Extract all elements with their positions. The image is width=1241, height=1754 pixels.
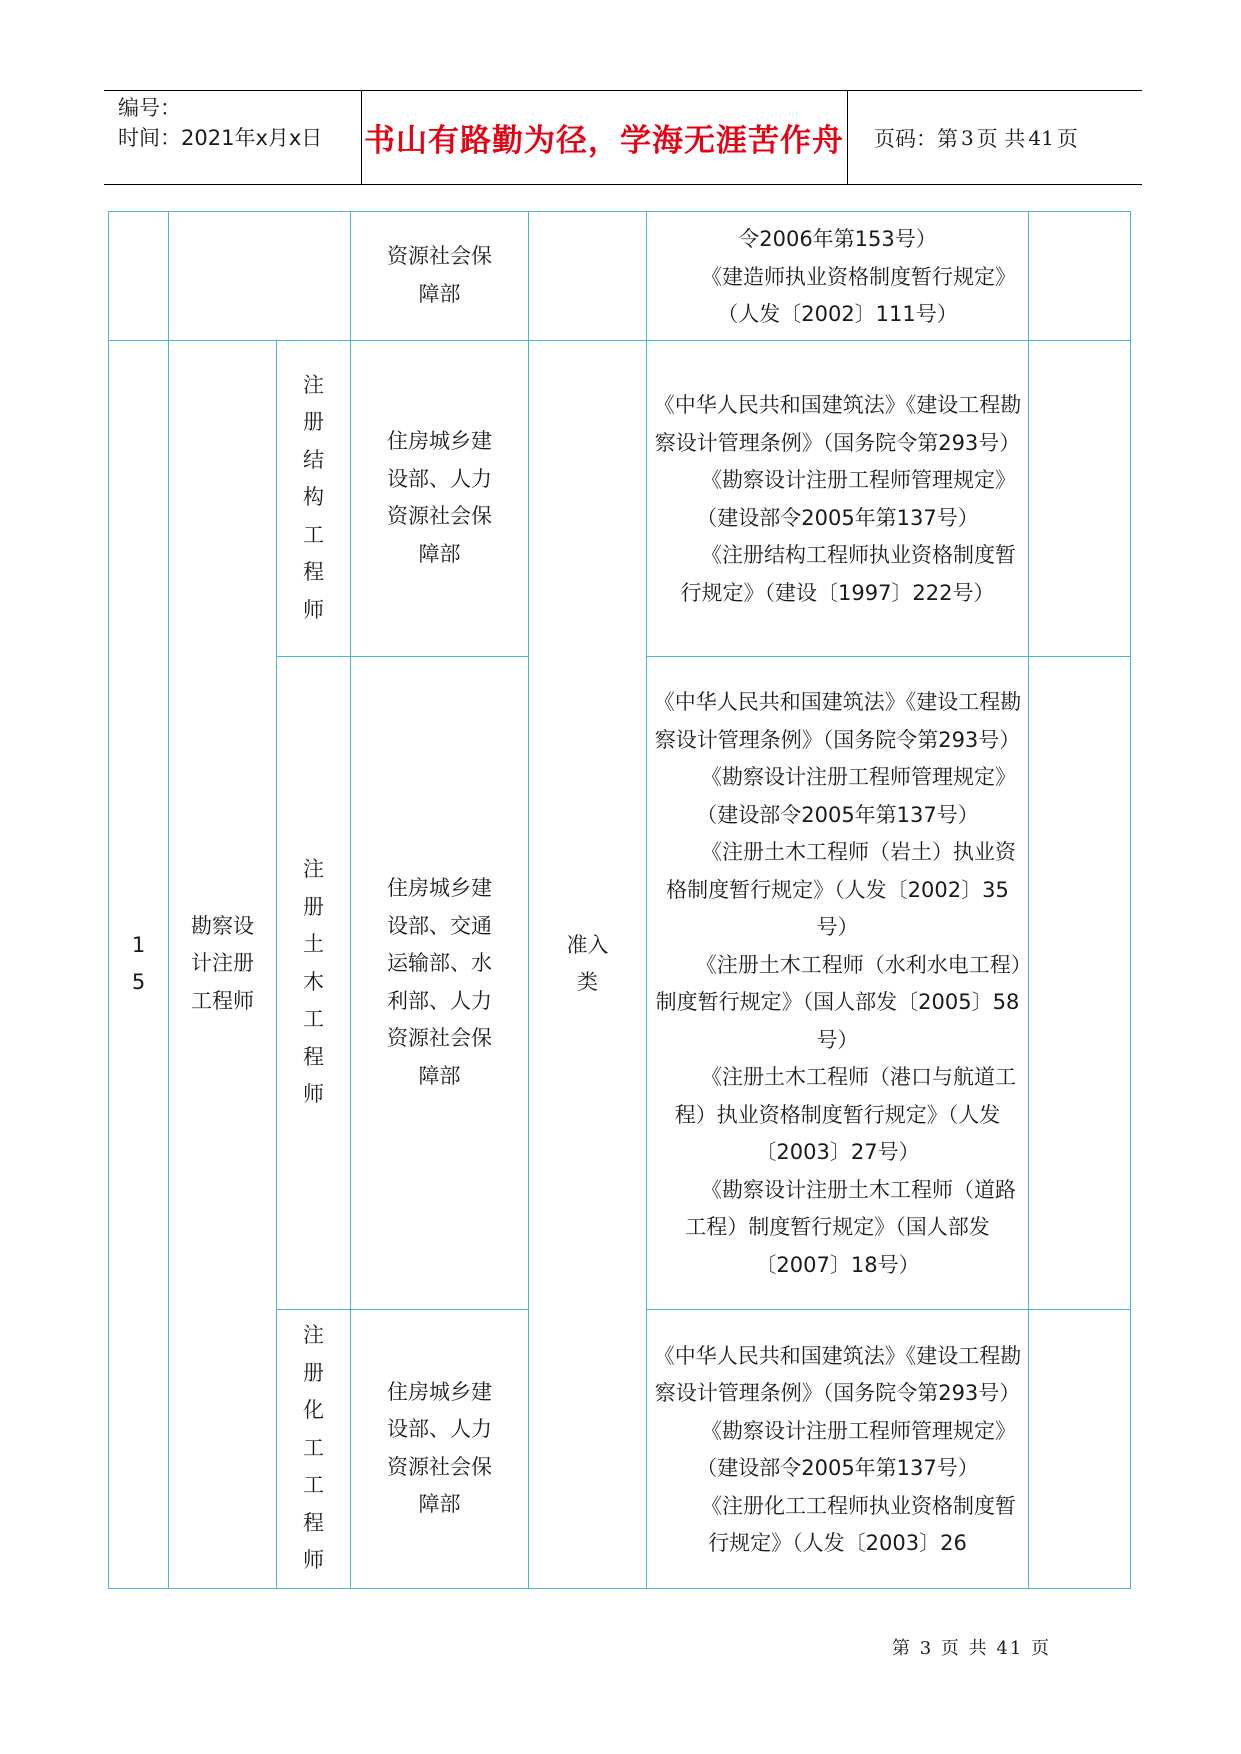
- cell-docs: [647, 340, 1029, 656]
- cell-dept: [351, 656, 529, 1309]
- cell-sub-title: [277, 340, 351, 656]
- cell-no: [109, 340, 169, 1588]
- doc-line: 《中华人民共和国建筑法》《建设工程勘察设计管理条例》（国务院令第293号）: [653, 1343, 1022, 1405]
- doc-line: 《注册结构工程师执业资格制度暂行规定》（建设〔1997〕222号）: [680, 543, 1016, 605]
- doc-line: 《注册土木工程师（港口与航道工程）执业资格制度暂行规定》（人发〔2003〕27号）: [674, 1065, 1016, 1164]
- cell-name: [169, 340, 277, 1588]
- category-text: 准入类: [566, 932, 609, 994]
- page-mid: 页 共: [976, 126, 1026, 151]
- doc-line: 令2006年第153号）: [738, 227, 937, 251]
- doc-line: 《注册土木工程师（水利水电工程）制度暂行规定》（国人部发〔2005〕58号）: [655, 952, 1022, 1052]
- cell-note: [1029, 340, 1131, 656]
- doc-line: 《中华人民共和国建筑法》《建设工程勘察设计管理条例》（国务院令第293号）: [653, 393, 1022, 455]
- doc-line: 《注册土木工程师（岩土）执业资格制度暂行规定》（人发〔2002〕35号）: [666, 840, 1016, 939]
- cell-dept: [351, 340, 529, 656]
- page-suffix: 页: [1056, 126, 1078, 151]
- page-header: [104, 90, 1142, 185]
- doc-line: 《中华人民共和国建筑法》《建设工程勘察设计管理条例》（国务院令第293号）: [653, 690, 1022, 752]
- cell-category: [529, 340, 647, 1588]
- doc-line: 《勘察设计注册土木工程师（道路工程）制度暂行规定》（国人部发〔2007〕18号）: [685, 1177, 1016, 1277]
- header-page-info: [874, 91, 1078, 184]
- cell-note: [1029, 656, 1131, 1309]
- dept-text: 住房城乡建设部、人力资源社会保障部: [387, 1379, 492, 1516]
- page-number: 3: [961, 125, 974, 150]
- cell-name: [169, 212, 351, 341]
- cell-dept: [351, 212, 529, 341]
- table-row: [109, 212, 1131, 341]
- cell-docs: [647, 212, 1029, 341]
- cell-note: [1029, 212, 1131, 341]
- dept-text: 住房城乡建设部、交通运输部、水利部、人力资源社会保障部: [387, 876, 492, 1088]
- table-row: [109, 340, 1131, 656]
- doc-line: 《注册化工工程师执业资格制度暂行规定》（人发〔2003〕26: [701, 1493, 1016, 1555]
- page-total: 41: [1028, 125, 1054, 150]
- sub-title: 注册结构工程师: [303, 372, 324, 622]
- qualification-table: [108, 211, 1131, 1589]
- cell-sub-title: [277, 1309, 351, 1588]
- header-divider: [847, 91, 848, 184]
- dept-text: 住房城乡建设部、人力资源社会保障部: [387, 429, 492, 566]
- doc-time-label: 时间：2021年x月x日: [118, 126, 323, 150]
- cell-note: [1029, 1309, 1131, 1588]
- sub-title: 注册化工工程师: [303, 1323, 324, 1573]
- header-motto: 书山有路勤为径，学海无涯苦作舟: [364, 123, 844, 159]
- doc-line: 《勘察设计注册工程师管理规定》（建设部令2005年第137号）: [696, 468, 1016, 530]
- cell-dept: [351, 1309, 529, 1588]
- row-number: 15: [131, 932, 146, 994]
- page-footer: 第 3 页 共 41 页: [892, 1638, 1051, 1659]
- cell-docs: [647, 1309, 1029, 1588]
- page-prefix: 页码：第: [874, 126, 958, 151]
- cell-docs: [647, 656, 1029, 1309]
- doc-line: 《勘察设计注册工程师管理规定》（建设部令2005年第137号）: [696, 1418, 1016, 1480]
- dept-text: 资源社会保障部: [387, 244, 492, 306]
- header-divider: [361, 91, 362, 184]
- doc-number-label: 编号：: [118, 96, 181, 120]
- doc-line: 《建造师执业资格制度暂行规定》（人发〔2002〕111号）: [701, 264, 1016, 326]
- cell-sub-title: [277, 656, 351, 1309]
- sub-title: 注册土木工程师: [303, 857, 324, 1107]
- header-meta: [118, 93, 322, 153]
- doc-line: 《勘察设计注册工程师管理规定》（建设部令2005年第137号）: [696, 765, 1016, 827]
- qualification-name: 勘察设计注册工程师: [191, 913, 254, 1013]
- cell-category: [529, 212, 647, 341]
- cell-no: [109, 212, 169, 341]
